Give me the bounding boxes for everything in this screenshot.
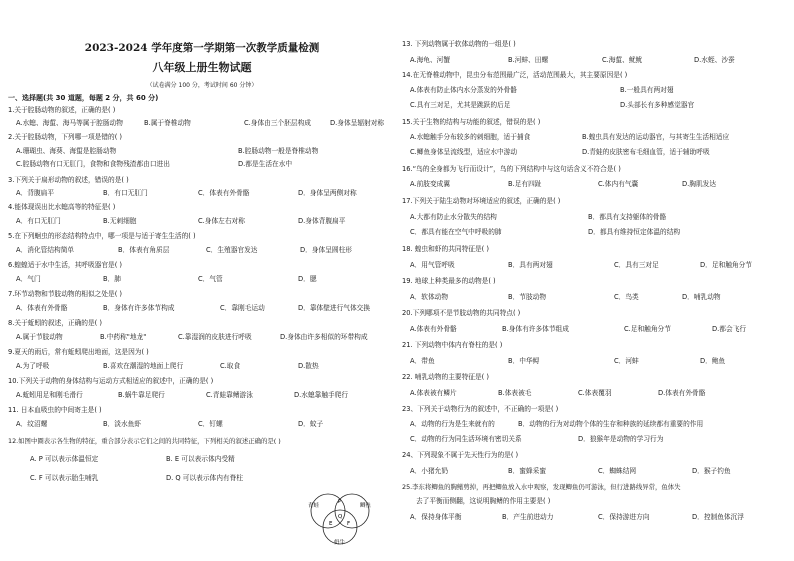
option: D．哺乳动物	[682, 293, 721, 301]
option: C.取食	[220, 362, 241, 370]
option: A．有口无肛门	[16, 217, 61, 225]
option: D.胸肌发达	[682, 180, 717, 188]
option: B．身体有许多体节构成	[103, 304, 175, 312]
option: B.蝗虫具有发达的运动器官，与其寄生生活相适应	[582, 133, 730, 141]
option: C.身体左右对称	[198, 217, 245, 225]
option: D．狼猴年是动物的学习行为	[578, 435, 664, 443]
option: B．中华鲟	[508, 357, 540, 365]
option: B．动物的行为对动物个体的生存和种族的延续都有重要的作用	[518, 420, 704, 428]
venn-label-frog: 青蛙	[308, 503, 320, 509]
option: A.水螅、海蜇、海马等属于腔肠动物	[16, 119, 123, 127]
option: A．软体动物	[410, 293, 449, 301]
option: B．肺	[103, 275, 121, 283]
question-stem: 9.夏天的雨后，常有蚯蚓爬出地面，这是因为( )	[8, 348, 149, 356]
option: B．淡水鱼虾	[103, 420, 142, 428]
option: D.体表有外骨骼	[658, 389, 706, 397]
option: C.腔肠动物有口无肛门，食物和食物残渣都由口进出	[16, 160, 170, 168]
venn-letter-f: F	[347, 521, 351, 527]
venn-diagram	[300, 491, 380, 547]
option: A．动物的行为是生来就有的	[410, 420, 495, 428]
question-stem: 13. 下列动物属于软体动物的一组是( )	[402, 40, 516, 48]
option: B．蜜蜂采蜜	[508, 467, 547, 475]
option: B.腔肠动物一般是脊椎动物	[238, 147, 319, 155]
option: D. Q 可以表示体内有脊柱	[166, 474, 243, 482]
option: C．具有三对足	[614, 261, 659, 269]
question-stem: 6.蝗蝗适于水中生活，其呼吸器官是( )	[8, 261, 123, 269]
option: A. P 可以表示体温恒定	[30, 455, 99, 463]
option: C.青蛙靠鳍游泳	[206, 391, 253, 399]
option: D．控制鱼体沉浮	[692, 513, 744, 521]
option: B.河蚌、田螺	[508, 56, 549, 64]
option: A．保持身体平衡	[410, 513, 462, 521]
option: B.身体有许多体节组成	[502, 325, 569, 333]
option: D.青蛙的皮肤密布毛细血管，适于辅助呼吸	[582, 148, 710, 156]
option: B.体表被毛	[498, 389, 532, 397]
exam-subtitle: 八年级上册生物试题	[152, 61, 252, 74]
option: A.珊瑚虫、海葵、海蜇是腔肠动物	[16, 147, 117, 155]
option: B.蜗牛靠足爬行	[118, 391, 165, 399]
venn-label-cow: 奶牛	[334, 540, 346, 546]
question-stem: 14.在无脊椎动物中，昆虫分布范围最广泛，活动范围最大，其主要原因是( )	[402, 71, 628, 79]
option: D．身体呈两侧对称	[298, 189, 357, 197]
option: D.水蛭、沙蚕	[694, 56, 735, 64]
question-stem: 11. 日本血吸虫的中间寄主是( )	[8, 406, 102, 414]
option: A.大都有防止水分散失的结构	[410, 213, 497, 221]
question-stem: 2.关于腔肠动物，下列哪一项是错的( )	[8, 133, 123, 141]
venn-label-carp: 鲫鱼	[360, 503, 372, 509]
option: D．蚊子	[298, 420, 324, 428]
option: A.体表有外骨骼	[410, 325, 457, 333]
option: A.体表被有鳞片	[410, 389, 457, 397]
option: A.属于节肢动物	[16, 333, 63, 341]
option: A．消化管结构简单	[16, 246, 75, 254]
option: A.蚯蚓用足和刚毛滑行	[16, 391, 83, 399]
question-stem: 24、下列现象不属于先天性行为的是( )	[402, 451, 519, 459]
option: C.海蜇、鱿鱿	[602, 56, 643, 64]
question-stem: 7.环节动物和节肢动物的相似之处是( )	[8, 290, 123, 298]
option: C. F 可以表示胎生哺乳	[30, 474, 99, 482]
question-stem: 4.能体现误出比水螅高等的特征是( )	[8, 203, 116, 211]
option: B．有口无肛门	[103, 189, 148, 197]
option: A．体表有外骨骼	[16, 304, 68, 312]
option: A．背腹扁平	[16, 189, 55, 197]
question-stem: 1.关于腔肠动物的叙述，正确的是( )	[8, 106, 116, 114]
question-stem: 8.关于蚯蚓的叙述，正确的是( )	[8, 319, 102, 327]
option: C．体表有外骨骼	[198, 189, 250, 197]
question-stem: 21. 下列动物中体内有脊柱的是( )	[402, 341, 503, 349]
section-heading: 一、选择题(共 30 道题，每题 2 分，共 60 分)	[8, 94, 159, 102]
option: A．纹沼螺	[16, 420, 48, 428]
option: A.为了呼吸	[16, 362, 50, 370]
option: C.身体由三个胚层构成	[244, 119, 311, 127]
option: B．都具有支持躯体的骨骼	[588, 213, 667, 221]
option: A.海龟、河蟹	[410, 56, 451, 64]
question-stem: 16.“鸟的全身都为飞行而设计”，鸟的下列结构中与这句话含义不符合是( )	[402, 165, 621, 173]
question-stem: 22. 哺乳动物的主要特征是( )	[402, 373, 489, 381]
option: D.水螅靠触手爬行	[294, 391, 349, 399]
question-stem: 19. 地球上种类最多的动物是( )	[402, 277, 496, 285]
option: D.头部长有多种感觉器官	[620, 101, 695, 109]
exam-title: 2023-2024 学年度第一学期第一次教学质量检测	[84, 42, 320, 54]
option: B.足有四趾	[508, 180, 542, 188]
question-stem-continued: 去了平衡而侧翻，这说明胸鳍的作用主要是( )	[416, 497, 551, 505]
option: C．生殖器官发达	[206, 246, 258, 254]
venn-letter-p: P	[338, 499, 342, 505]
option: A．用气管呼吸	[410, 261, 455, 269]
option: C.足和触角分节	[624, 325, 671, 333]
option: D．腮	[298, 275, 317, 283]
option: C．蜘蛛结网	[598, 467, 637, 475]
option: C.鲫鱼身体呈流线型，适应水中游动	[410, 148, 518, 156]
venn-letter-q: Q	[338, 514, 343, 520]
option: D．都具有维持恒定体温的结构	[588, 228, 681, 236]
option: D.身体背腹扁平	[298, 217, 346, 225]
option: B．节肢动物	[508, 293, 547, 301]
option: A.水螅触手分布较多的刺细胞，适于捕食	[410, 133, 531, 141]
option: C．鸟类	[614, 293, 639, 301]
option: B. E 可以表示体内受精	[166, 455, 235, 463]
option: C.体表覆羽	[578, 389, 612, 397]
option: C．钉螺	[198, 420, 223, 428]
option: A．带鱼	[410, 357, 435, 365]
option: C．都具有能在空气中呼吸的肺	[410, 228, 502, 236]
option: C.体内有气囊	[598, 180, 639, 188]
option: B．产生前进动力	[502, 513, 554, 521]
option: A．气门	[16, 275, 41, 283]
option: A.体表有防止体内水分蒸发的外骨骼	[410, 86, 517, 94]
exam-note: （试卷满分 100 分，考试时间 60 分钟）	[146, 82, 258, 89]
option: D.都会飞行	[712, 325, 747, 333]
option: D．猴子钓鱼	[692, 467, 731, 475]
option: B.喜欢在潮湿的地面上爬行	[103, 362, 184, 370]
option: B.中药称"地龙"	[100, 333, 147, 341]
option: C．气管	[198, 275, 223, 283]
option: D．靠体壁进行气体交换	[298, 304, 371, 312]
option: B.无刺细胞	[103, 217, 137, 225]
option: A.前肢变成翼	[410, 180, 451, 188]
option: D.身体呈辐射对称	[330, 119, 385, 127]
option: B.一般具有两对翅	[620, 86, 674, 94]
question-stem: 20.下列哪项不是节肢动物的共同特点( )	[402, 309, 521, 317]
question-stem: 15.关于生物的结构与功能的叙述，错误的是( )	[402, 118, 541, 126]
question-stem: 12.如图中圈表示各生物的特征，重合部分表示它们之间的共同特征，下列相关的叙述正确的是( )	[8, 437, 281, 445]
question-stem: 23、下列关于动物行为的叙述中，不正确的一项是( )	[402, 405, 559, 413]
option: B.属于脊椎动物	[144, 119, 191, 127]
option: C．保持游进方向	[598, 513, 650, 521]
option: D．足和触角分节	[700, 261, 752, 269]
venn-letter-e: E	[329, 521, 333, 527]
option: A．小猪允奶	[410, 467, 449, 475]
option: C.靠湿润的皮肤进行呼吸	[178, 333, 252, 341]
question-stem: 3.下列关于扁形动物的叙述，错误的是( )	[8, 176, 129, 184]
question-stem: 5.在下列蛔虫的形态结构特点中，哪一项是与适于寄生生活的( )	[8, 232, 196, 240]
option: D.都是生活在水中	[238, 160, 293, 168]
option: B．体表有角质层	[118, 246, 170, 254]
question-stem: 25.李东将鲫鱼的胸鳍剪掉，再把鲫鱼放入水中观察，发现鲫鱼仍可游泳，但行进路线异常，鱼体失	[402, 483, 681, 491]
option: D.身体由许多相似的环带构成	[280, 333, 368, 341]
option: D．鲍鱼	[700, 357, 726, 365]
option: C.具有三对足，尤其是跳跃的后足	[410, 101, 511, 109]
option: C．河蚌	[614, 357, 639, 365]
option: B．具有两对翅	[508, 261, 553, 269]
option: D．身体呈圆柱形	[300, 246, 352, 254]
option: C．动物的行为同生活环境有密切关系	[410, 435, 522, 443]
option: C．靠刚毛运动	[220, 304, 265, 312]
question-stem: 18. 蝗虫和虾的共同特征是( )	[402, 245, 489, 253]
question-stem: 17.下列关于陆生动物对环境适应的叙述，正确的是( )	[402, 197, 561, 205]
option: D.散热	[298, 362, 319, 370]
question-stem: 10.下列关于动物的身体结构与运动方式相适应的叙述中，正确的是( )	[8, 377, 214, 385]
